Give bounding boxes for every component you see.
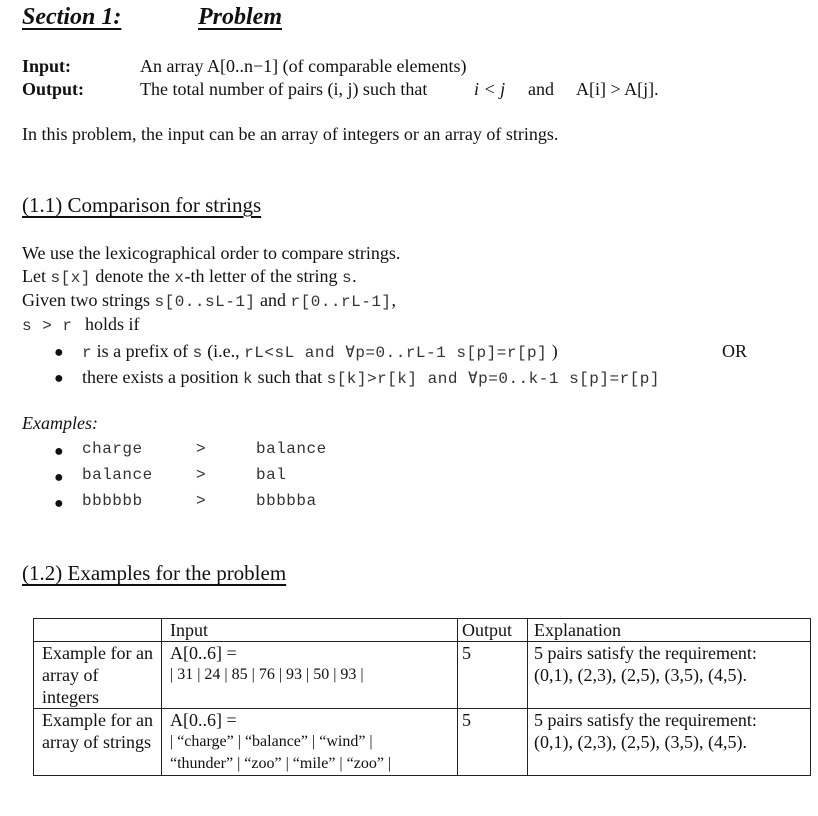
s11-line3-code2: r[0..rL-1] (290, 293, 392, 311)
bullet-icon: ● (54, 344, 64, 361)
s11-line2-code1: s[x] (50, 269, 91, 287)
bullet-icon: ● (54, 370, 64, 387)
section-number: Section 1: (22, 4, 122, 30)
output-and: and (528, 79, 554, 99)
example-right: bal (256, 466, 287, 484)
row-expl-line2: (0,1), (2,3), (2,5), (3,5), (4,5). (534, 665, 747, 685)
s11-b2-code1: k (242, 370, 254, 388)
row-output: 5 (458, 709, 528, 776)
bullet-icon: ● (54, 443, 64, 460)
output-text: The total number of pairs (i, j) such that (140, 79, 428, 99)
s11-line3 (22, 290, 396, 311)
subsection-heading-1-1: (1.1) Comparison for strings (22, 193, 262, 217)
s11-bullet1 (82, 341, 558, 362)
examples-table (33, 618, 811, 776)
row-expl-line1: 5 pairs satisfy the requirement: (534, 710, 757, 730)
s11-line2-a: Let (22, 266, 46, 286)
output-label: Output: (22, 79, 85, 99)
s11-b1-or: OR (722, 341, 748, 361)
row-input-line1: A[0..6] = (170, 710, 237, 730)
example-right: balance (256, 440, 327, 458)
row-expl-line1: 5 pairs satisfy the requirement: (534, 643, 757, 663)
s11-line2 (22, 266, 357, 287)
row-output: 5 (458, 642, 528, 709)
row-explanation (528, 642, 811, 709)
row-input-line2: | “charge” | “balance” | “wind” | (170, 733, 373, 750)
row-input-line2: | 31 | 24 | 85 | 76 | 93 | 50 | 93 | (170, 666, 364, 683)
row-input-line3: “thunder” | “zoo” | “mile” | “zoo” | (170, 755, 392, 772)
row-input-line1: A[0..6] = (170, 643, 237, 663)
s11-b2-b: such that (257, 367, 323, 387)
s11-line3-c: , (391, 290, 397, 310)
input-label: Input: (22, 56, 72, 76)
example-left: balance (82, 466, 153, 484)
output-condition-i-lt-j: i < j (474, 79, 506, 99)
table-header-cell: Output (458, 619, 528, 642)
table-header-cell: Input (162, 619, 458, 642)
s11-b2-a: there exists a position (82, 367, 239, 387)
row-label: Example for an array of integers (34, 642, 162, 709)
s11-line2-code3: s (341, 269, 353, 287)
example-right: bbbbba (256, 492, 317, 510)
table-row (34, 709, 811, 776)
table-header-row (34, 619, 811, 642)
s11-line3-code1: s[0..sL-1] (154, 293, 256, 311)
s11-line4-code: s > r (22, 317, 73, 335)
s11-line1: We use the lexicographical order to compare strings. (22, 243, 401, 263)
examples-label: Examples: (22, 413, 98, 433)
subsection-heading-1-2: (1.2) Examples for the problem (22, 561, 287, 585)
row-explanation (528, 709, 811, 776)
output-condition-ai-gt-aj: A[i] > A[j]. (576, 79, 659, 99)
row-input (162, 709, 458, 776)
row-label: Example for an array of strings (34, 709, 162, 776)
s11-line2-d: . (352, 266, 357, 286)
bullet-icon: ● (54, 469, 64, 486)
s11-line3-b: and (260, 290, 287, 310)
s11-b1-code3: rL<sL and ∀p=0..rL-1 s[p]=r[p] (244, 344, 548, 362)
bullet-icon: ● (54, 495, 64, 512)
s11-b1-code1: r (82, 344, 93, 362)
s11-line4 (22, 314, 140, 335)
table-row (34, 642, 811, 709)
s11-b1-c: ) (551, 341, 558, 361)
table-header-cell (34, 619, 162, 642)
input-text: An array A[0..n−1] (of comparable elements) (140, 56, 467, 76)
section-title: Problem (198, 4, 282, 30)
s11-line2-b: denote the (95, 266, 170, 286)
s11-b1-b: (i.e., (207, 341, 240, 361)
s11-line2-code2: x (174, 269, 185, 287)
s11-line4-text: holds if (85, 314, 140, 334)
s11-bullet2 (82, 367, 660, 388)
example-left: bbbbbb (82, 492, 143, 510)
table-header-cell: Explanation (528, 619, 811, 642)
example-op: > (196, 440, 207, 458)
row-expl-line2: (0,1), (2,3), (2,5), (3,5), (4,5). (534, 732, 747, 752)
example-left: charge (82, 440, 143, 458)
example-op: > (196, 492, 207, 510)
s11-line3-a: Given two strings (22, 290, 150, 310)
row-input (162, 642, 458, 709)
s11-b1-a: is a prefix of (96, 341, 189, 361)
s11-line2-c: -th letter of the string (184, 266, 338, 286)
example-op: > (196, 466, 207, 484)
s11-b1-code2: s (192, 344, 203, 362)
intro-text: In this problem, the input can be an array of integers or an array of strings. (22, 124, 559, 144)
s11-b2-code2: s[k]>r[k] and ∀p=0..k-1 s[p]=r[p] (326, 370, 660, 388)
